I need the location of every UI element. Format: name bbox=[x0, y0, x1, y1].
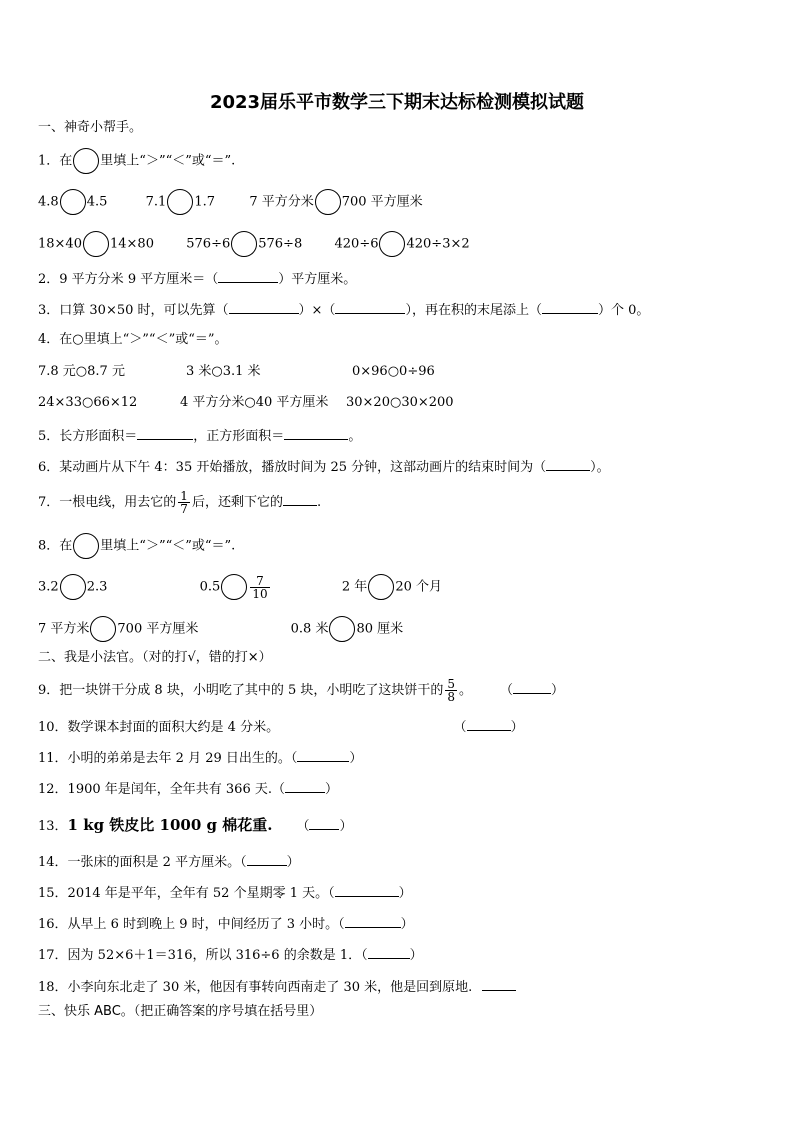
question-8-row-2: 7 平方米 700 平方厘米 0.8 米 80 厘米 bbox=[38, 616, 403, 642]
question-4-row-1: 7.8 元○8.7 元 3 米○3.1 米 0×96○0÷96 bbox=[38, 364, 435, 379]
question-3: 3．口算 30×50 时，可以先算（ ）×（ ），再在积的末尾添上（ ）个 0。 bbox=[38, 299, 649, 321]
answer-blank[interactable] bbox=[247, 851, 287, 866]
answer-circle[interactable] bbox=[368, 574, 394, 600]
answer-circle[interactable] bbox=[231, 231, 257, 257]
answer-circle[interactable] bbox=[329, 616, 355, 642]
question-10: 10．数学课本封面的面积大约是 4 分米。 （ ） bbox=[38, 716, 524, 738]
answer-circle[interactable] bbox=[90, 616, 116, 642]
answer-circle[interactable] bbox=[83, 231, 109, 257]
fraction: $\frac{1}{7}$ bbox=[180, 489, 188, 516]
answer-blank[interactable] bbox=[546, 456, 590, 471]
answer-circle[interactable] bbox=[379, 231, 405, 257]
answer-blank[interactable] bbox=[335, 299, 405, 314]
question-1-row-2: 18×40 14×80 576÷6 576÷8 420÷6 420÷3×2 bbox=[38, 231, 470, 257]
answer-blank[interactable] bbox=[467, 716, 511, 731]
question-8-row-1: 3.2 2.3 0.5 $\frac{7}{10}$ 2 年 20 个月 bbox=[38, 573, 442, 601]
answer-circle[interactable] bbox=[73, 533, 99, 559]
answer-blank[interactable] bbox=[368, 944, 410, 959]
answer-blank[interactable] bbox=[283, 491, 317, 506]
question-12: 12．1900 年是闰年，全年共有 366 天.（ ） bbox=[38, 778, 338, 800]
answer-blank[interactable] bbox=[229, 299, 299, 314]
answer-circle[interactable] bbox=[73, 148, 99, 174]
answer-blank[interactable] bbox=[218, 268, 278, 283]
fraction: $\frac{7}{10}$ bbox=[252, 573, 268, 601]
fraction: $\frac{5}{8}$ bbox=[447, 677, 455, 704]
answer-circle[interactable] bbox=[221, 574, 247, 600]
question-15: 15．2014 年是平年，全年有 52 个星期零 1 天。（ ） bbox=[38, 882, 412, 904]
question-17: 17．因为 52×6＋1＝316，所以 316÷6 的余数是 1．（ ） bbox=[38, 944, 423, 966]
question-5: 5．长方形面积＝ ，正方形面积＝ 。 bbox=[38, 425, 361, 447]
answer-blank[interactable] bbox=[285, 778, 325, 793]
question-4-row-2: 24×33○66×12 4 平方分米○40 平方厘米 30×20○30×200 bbox=[38, 395, 454, 410]
question-14: 14．一张床的面积是 2 平方厘米。（ ） bbox=[38, 851, 300, 873]
answer-blank[interactable] bbox=[513, 679, 551, 694]
answer-blank[interactable] bbox=[345, 913, 401, 928]
question-8: 8．在 里填上“＞”“＜”或“＝”. bbox=[38, 533, 235, 559]
question-16: 16．从早上 6 时到晚上 9 时，中间经历了 3 小时。（ ） bbox=[38, 913, 414, 935]
answer-blank[interactable] bbox=[542, 299, 598, 314]
question-13: 13．1 kg 铁皮比 1000 g 棉花重. （ ） bbox=[38, 816, 353, 834]
question-1-row-1: 4.8 4.5 7.1 1.7 7 平方分米 700 平方厘米 bbox=[38, 189, 423, 215]
question-6: 6．某动画片从下午 4：35 开始播放，播放时间为 25 分钟，这部动画片的结束时间为（ ）。 bbox=[38, 456, 610, 478]
answer-blank[interactable] bbox=[297, 747, 349, 762]
question-1: 1．在 里填上“＞”“＜”或“＝”. bbox=[38, 148, 235, 174]
answer-blank[interactable] bbox=[335, 882, 399, 897]
page-title: 2023届乐平市数学三下期末达标检测模拟试题 bbox=[209, 92, 585, 113]
section-3-heading: 三、快乐 ABC。（把正确答案的序号填在括号里） bbox=[38, 1004, 323, 1019]
question-4: 4．在○里填上“＞”“＜”或“＝”。 bbox=[38, 332, 228, 347]
question-18: 18．小李向东北走了 30 米，他因有事转向西南走了 30 米，他是回到原地. bbox=[38, 976, 516, 998]
answer-blank[interactable] bbox=[284, 425, 348, 440]
section-2-heading: 二、我是小法官。（对的打√，错的打×） bbox=[38, 650, 272, 665]
section-1-heading: 一、神奇小帮手。 bbox=[38, 120, 143, 135]
question-7: 7．一根电线，用去它的 $\frac{1}{7}$ 后，还剩下它的 . bbox=[38, 489, 322, 516]
question-2: 2．9 平方分米 9 平方厘米＝（ ）平方厘米。 bbox=[38, 268, 356, 290]
question-9: 9．把一块饼干分成 8 块，小明吃了其中的 5 块，小明吃了这块饼干的 $\frac{5}{8}$ 。 （ ） bbox=[38, 677, 565, 704]
answer-circle[interactable] bbox=[60, 189, 86, 215]
question-11: 11．小明的弟弟是去年 2 月 29 日出生的。（ ） bbox=[38, 747, 362, 769]
answer-blank[interactable] bbox=[482, 976, 516, 991]
answer-circle[interactable] bbox=[167, 189, 193, 215]
answer-blank[interactable] bbox=[309, 815, 339, 830]
answer-circle[interactable] bbox=[315, 189, 341, 215]
answer-circle[interactable] bbox=[60, 574, 86, 600]
answer-blank[interactable] bbox=[137, 425, 193, 440]
